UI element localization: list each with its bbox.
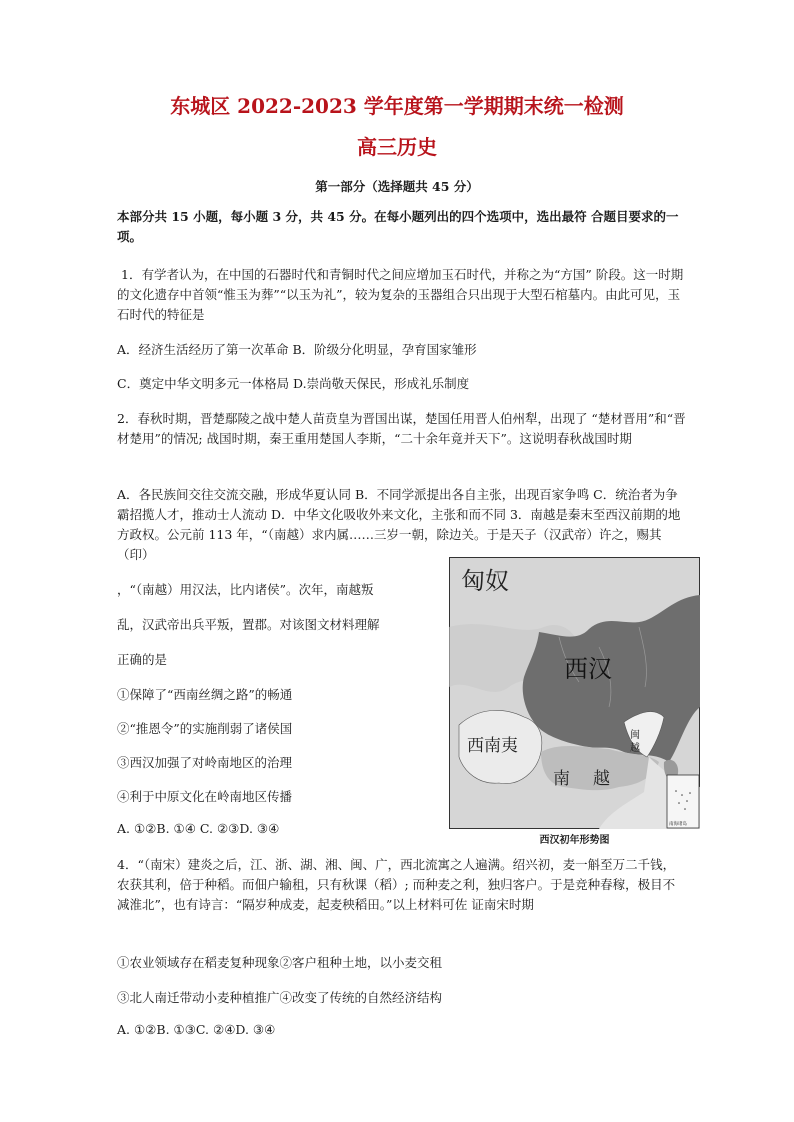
instructions: 本部分共 15 小题，每小题 3 分，共 45 分。在每小题列出的四个选项中，选出最符 合题目要求的一项。 — [117, 209, 679, 244]
map-label-xiongnu: 匈奴 — [461, 567, 509, 595]
question-1-stem: 1．有学者认为，在中国的石器时代和青铜时代之间应增加玉石时代，并称之为“方国” 阶段。这一时期的文化遗存中首领“惟玉为葬”“以玉为礼”，较为复杂的玉器组合只出现于大型石棺墓内。由此可见，玉石时代的特征是 — [117, 267, 684, 322]
section-heading: 第一部分（选择题共 45 分） — [315, 179, 479, 194]
map-label-min: 闽 — [630, 730, 640, 741]
question-2-stem: 2．春秋时期，晋楚鄢陵之战中楚人苗贲皇为晋国出谋，楚国任用晋人伯州犁，出现了 “楚材晋用”和“晋材楚用”的情况; 战国时期，秦王重用楚国人李斯，“二十余年竟并天下”。这说明春秋战国时期 — [117, 411, 686, 446]
question-2-options: A．各民族间交往交流交融，形成华夏认同 B．不同学派提出各自主张，出现百家争鸣 C．统治者为争霸招揽人才，推动士人流动 D．中华文化吸收外来文化，主张和而不同 3．南越是秦末至西汉前期的地方政权。公元前 113 年，“（南越）求内属……三岁一朝，除边关。于是天子（汉武帝）许之，赐其（印） — [117, 487, 681, 562]
map-label-xinanyi: 西南夷 — [467, 736, 518, 756]
map-caption: 西汉初年形势图 — [539, 835, 610, 846]
question-3-line-1: ，“（南越）用汉法，比内诸侯”。次年，南越叛 — [117, 582, 374, 597]
western-han-map — [449, 557, 700, 829]
question-3-line-3: 正确的是 — [117, 652, 168, 667]
question-4-choices: A. ①②B. ①③C. ②④D. ③④ — [117, 1022, 276, 1037]
map-label-nan: 南 — [553, 769, 570, 789]
map-label-yue: 越 — [593, 769, 610, 789]
question-3-item-4: ④利于中原文化在岭南地区传播 — [117, 789, 293, 804]
question-4-items-3-4: ③北人南迁带动小麦种植推广④改变了传统的自然经济结构 — [117, 990, 443, 1005]
document-title: 东城区 2022-2023 学年度第一学期期末统一检测 — [170, 94, 624, 118]
question-3-choices: A. ①②B. ①④ C. ②③D. ③④ — [117, 821, 280, 836]
question-3-item-3: ③西汉加强了对岭南地区的治理 — [117, 755, 293, 770]
question-1-options-ab: A．经济生活经历了第一次革命 B．阶级分化明显，孕育国家雏形 — [117, 342, 477, 357]
question-3-line-2: 乱，汉武帝出兵平叛，置郡。对该图文材料理解 — [117, 617, 380, 632]
map-inset-label: 南海诸岛 — [669, 822, 687, 827]
question-4-stem: 4．“（南宋）建炎之后，江、浙、湖、湘、闽、广，西北流寓之人遍满。绍兴初，麦一斛至万二千钱，农获其利，倍于种稻。而佃户输租，只有秋课（稻）; 而种麦之利，独归客户。于是竞种春稼，极目不减淮北”，也有诗言：“隔岁种成麦，起麦秧稻田。”以上材料可佐 证南宋时期 — [117, 857, 676, 912]
map-label-xihan: 西汉 — [564, 655, 612, 683]
question-3-item-1: ①保障了“西南丝绸之路”的畅通 — [117, 687, 293, 702]
question-3-item-2: ②“推恩令”的实施削弱了诸侯国 — [117, 721, 293, 736]
question-4-items-1-2: ①农业领域存在稻麦复种现象②客户租种土地，以小麦交租 — [117, 955, 443, 970]
question-1-options-cd: C．奠定中华文明多元一体格局 D.崇尚敬天保民，形成礼乐制度 — [117, 376, 470, 391]
subject-title: 高三历史 — [357, 135, 437, 159]
map-label-min-yue: 越 — [630, 743, 640, 754]
